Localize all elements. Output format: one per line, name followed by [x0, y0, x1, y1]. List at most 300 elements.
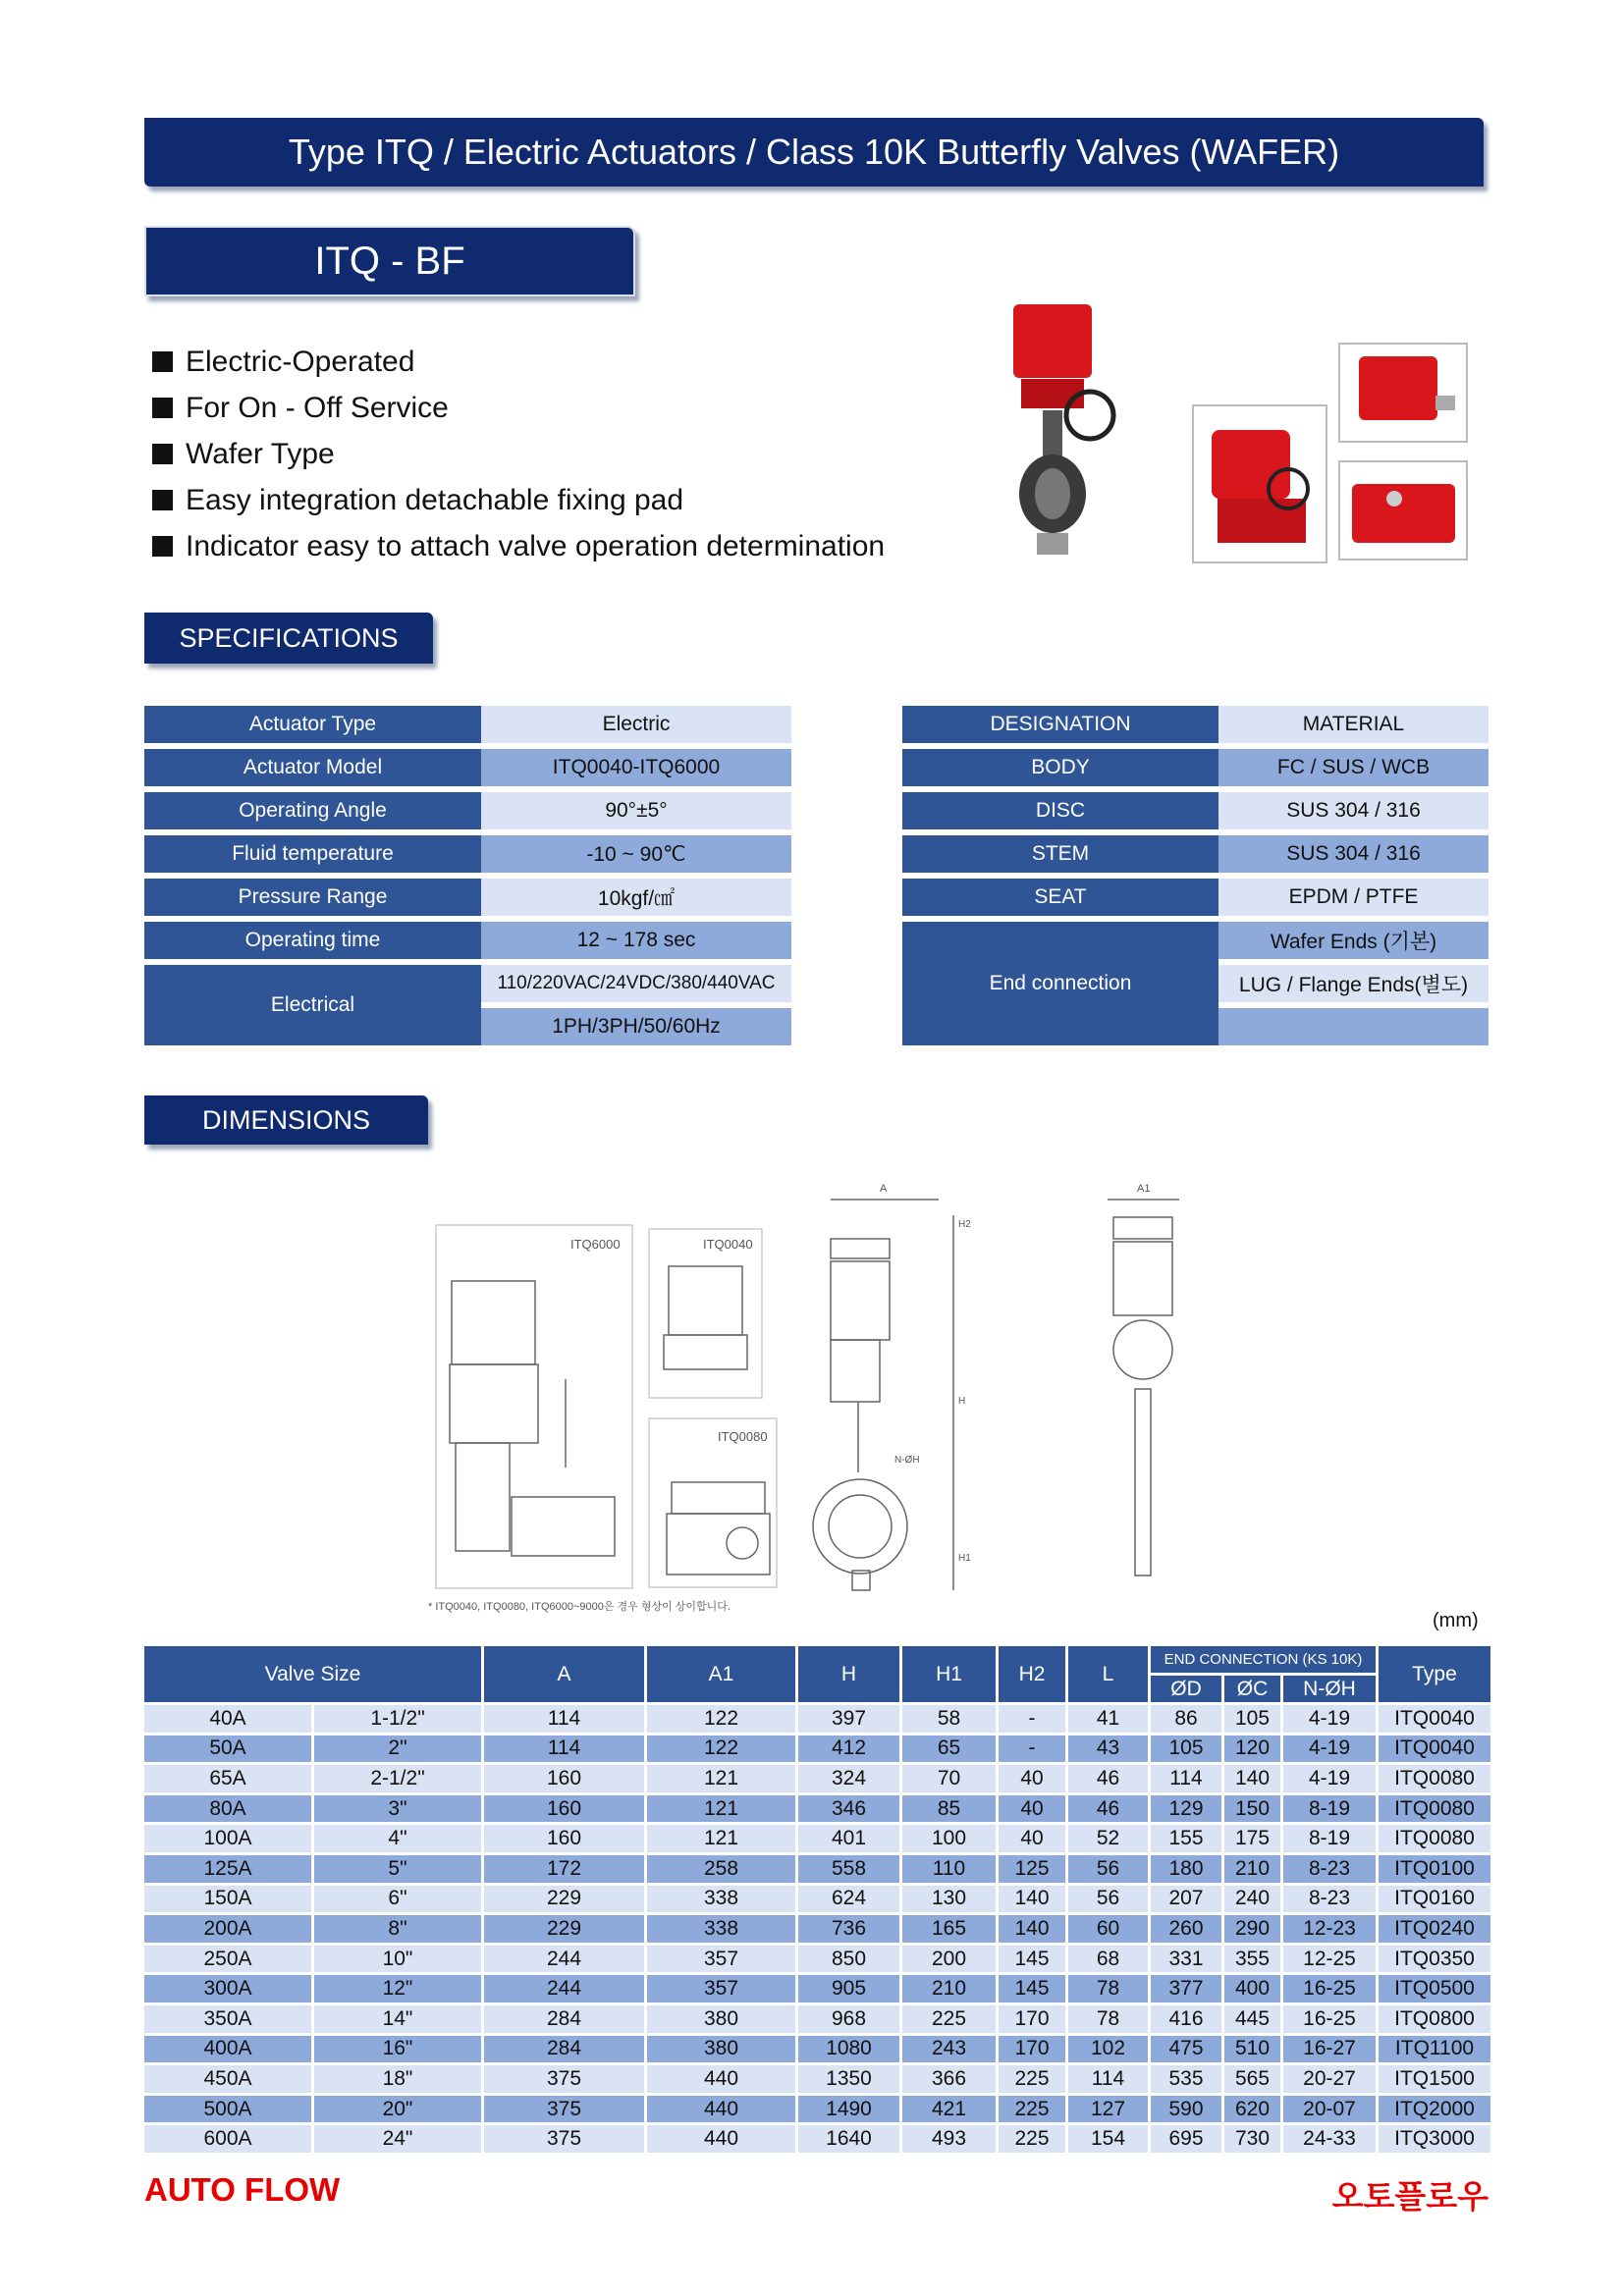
cell-h1: 165 [902, 1915, 996, 1943]
cell-l: 154 [1068, 2125, 1148, 2153]
header-valve-size: Valve Size [144, 1646, 481, 1702]
spec-value: 90°±5° [481, 792, 791, 829]
cell-n-oh: 20-27 [1283, 2065, 1376, 2093]
cell-oc: 510 [1224, 2036, 1280, 2063]
table-row [144, 1975, 1490, 2002]
cell-h: 324 [798, 1765, 899, 1792]
cell-type: ITQ1100 [1379, 2036, 1490, 2063]
table-row [144, 1915, 1490, 1943]
feature-item [152, 477, 885, 523]
dim-label-a: A [880, 1183, 888, 1195]
dim-label-h2: H2 [958, 1219, 971, 1230]
cell-h2: 40 [999, 1795, 1065, 1823]
cell-l: 68 [1068, 1946, 1148, 1973]
cell-l: 46 [1068, 1795, 1148, 1823]
spec-label: Fluid temperature [144, 835, 481, 873]
material-value: LUG / Flange Ends(별도) [1218, 965, 1489, 1002]
cell-h2: 125 [999, 1855, 1065, 1883]
cell-od: 155 [1151, 1825, 1221, 1852]
cell-h2: - [999, 1735, 1065, 1763]
cell-l: 52 [1068, 1825, 1148, 1852]
cell-a: 375 [484, 2065, 644, 2093]
material-value [1218, 1008, 1489, 1045]
table-row [144, 2036, 1490, 2063]
material-value: EPDM / PTFE [1218, 879, 1489, 916]
spec-label: Pressure Range [144, 879, 481, 916]
cell-valve-size-inch: 3" [314, 1795, 481, 1823]
table-row [144, 1886, 1490, 1913]
actuator-photo-2 [1339, 461, 1467, 560]
table-row [144, 2125, 1490, 2153]
page-title: Type ITQ / Electric Actuators / Class 10K Butterfly Valves (WAFER) [288, 132, 1340, 172]
cell-oc: 120 [1224, 1735, 1280, 1763]
cell-a: 375 [484, 2125, 644, 2153]
cell-h1: 65 [902, 1735, 996, 1763]
cell-l: 43 [1068, 1735, 1148, 1763]
unit-label: (mm) [1433, 1610, 1479, 1631]
cell-type: ITQ0040 [1379, 1735, 1490, 1763]
material-row [902, 879, 1489, 916]
cell-a: 160 [484, 1825, 644, 1852]
section-title: DIMENSIONS [201, 1104, 371, 1135]
cell-a1: 121 [647, 1765, 795, 1792]
dim-label-h: H [958, 1396, 966, 1407]
table-row [144, 2065, 1490, 2093]
cell-n-oh: 8-19 [1283, 1825, 1376, 1852]
cell-n-oh: 8-23 [1283, 1855, 1376, 1883]
front-view-group [813, 1183, 971, 1590]
cell-a1: 121 [647, 1825, 795, 1852]
cell-type: ITQ1500 [1379, 2065, 1490, 2093]
cell-valve-size-a: 200A [144, 1915, 311, 1943]
cell-h1: 421 [902, 2096, 996, 2123]
cell-l: 56 [1068, 1855, 1148, 1883]
cell-h2: 170 [999, 2005, 1065, 2033]
table-row [144, 1765, 1490, 1792]
feature-item [152, 339, 885, 385]
designation-label: SEAT [902, 879, 1218, 916]
cell-h: 401 [798, 1825, 899, 1852]
cell-n-oh: 4-19 [1283, 1765, 1376, 1792]
dimensions-tab [144, 1095, 428, 1145]
cell-type: ITQ0800 [1379, 2005, 1490, 2033]
cell-l: 41 [1068, 1705, 1148, 1733]
cell-od: 114 [1151, 1765, 1221, 1792]
table-row [144, 2005, 1490, 2033]
header-n-oh: N-ØH [1283, 1676, 1376, 1702]
cell-type: ITQ3000 [1379, 2125, 1490, 2153]
material-value: FC / SUS / WCB [1218, 749, 1489, 786]
spec-value: Electric [481, 706, 791, 743]
cell-h: 736 [798, 1915, 899, 1943]
feature-list [152, 339, 885, 569]
spec-row [144, 835, 791, 873]
cell-valve-size-a: 125A [144, 1855, 311, 1883]
cell-a: 284 [484, 2036, 644, 2063]
cell-od: 105 [1151, 1735, 1221, 1763]
table-row [144, 1795, 1490, 1823]
cell-oc: 355 [1224, 1946, 1280, 1973]
material-header: MATERIAL [1218, 706, 1489, 743]
spec-row [144, 749, 791, 786]
material-row [902, 792, 1489, 829]
spec-label: Actuator Model [144, 749, 481, 786]
cell-h1: 243 [902, 2036, 996, 2063]
itq6000-drawing [450, 1281, 615, 1556]
spec-value: 110/220VAC/24VDC/380/440VAC [481, 965, 791, 1002]
cell-oc: 445 [1224, 2005, 1280, 2033]
specifications-tab [144, 613, 433, 664]
cell-a: 172 [484, 1855, 644, 1883]
cell-od: 535 [1151, 2065, 1221, 2093]
cell-h: 905 [798, 1975, 899, 2002]
cell-a: 244 [484, 1975, 644, 2002]
cell-od: 260 [1151, 1915, 1221, 1943]
spec-label: Operating Angle [144, 792, 481, 829]
cell-l: 78 [1068, 2005, 1148, 2033]
cell-a1: 357 [647, 1946, 795, 1973]
cell-valve-size-a: 40A [144, 1705, 311, 1733]
feature-item [152, 431, 885, 477]
cell-n-oh: 20-07 [1283, 2096, 1376, 2123]
material-row [902, 706, 1489, 743]
cell-oc: 565 [1224, 2065, 1280, 2093]
cell-h: 346 [798, 1795, 899, 1823]
side-view-drawing [1108, 1200, 1179, 1575]
bullet-square-icon [152, 351, 173, 372]
cell-a1: 338 [647, 1886, 795, 1913]
table-row [144, 1735, 1490, 1763]
cell-a: 114 [484, 1705, 644, 1733]
cell-oc: 290 [1224, 1915, 1280, 1943]
cell-h1: 210 [902, 1975, 996, 2002]
cell-valve-size-a: 250A [144, 1946, 311, 1973]
cell-n-oh: 16-25 [1283, 2005, 1376, 2033]
cell-valve-size-inch: 2" [314, 1735, 481, 1763]
cell-h: 1490 [798, 2096, 899, 2123]
header-oc: ØC [1224, 1676, 1280, 1702]
cell-type: ITQ0500 [1379, 1975, 1490, 2002]
cell-type: ITQ0350 [1379, 1946, 1490, 1973]
specs-table-actuator [144, 700, 791, 1051]
bullet-square-icon [152, 444, 173, 464]
feature-text: Easy integration detachable fixing pad [186, 484, 684, 516]
cell-l: 127 [1068, 2096, 1148, 2123]
cell-valve-size-inch: 24" [314, 2125, 481, 2153]
header-h: H [798, 1646, 899, 1702]
bullet-square-icon [152, 398, 173, 418]
cell-valve-size-inch: 8" [314, 1915, 481, 1943]
cell-oc: 240 [1224, 1886, 1280, 1913]
cell-n-oh: 8-23 [1283, 1886, 1376, 1913]
spec-value: ITQ0040-ITQ6000 [481, 749, 791, 786]
section-title: SPECIFICATIONS [179, 622, 399, 653]
cell-valve-size-a: 600A [144, 2125, 311, 2153]
cell-h2: 225 [999, 2125, 1065, 2153]
front-view-drawing [813, 1200, 953, 1590]
spec-label: Actuator Type [144, 706, 481, 743]
feature-text: Electric-Operated [186, 346, 415, 378]
material-value: SUS 304 / 316 [1218, 792, 1489, 829]
designation-label: BODY [902, 749, 1218, 786]
spec-value: 1PH/3PH/50/60Hz [481, 1008, 791, 1045]
cell-a: 229 [484, 1886, 644, 1913]
header-od: ØD [1151, 1676, 1221, 1702]
brand-en: AUTO FLOW [144, 2171, 341, 2208]
feature-item [152, 523, 885, 569]
cell-h: 968 [798, 2005, 899, 2033]
cell-valve-size-a: 350A [144, 2005, 311, 2033]
cell-h2: 170 [999, 2036, 1065, 2063]
itq0040-drawing [664, 1266, 747, 1369]
header-end-connection: END CONNECTION (KS 10K) [1151, 1646, 1376, 1673]
spec-label: Electrical [144, 965, 481, 1045]
designation-label: STEM [902, 835, 1218, 873]
spec-row [144, 879, 791, 916]
cell-l: 46 [1068, 1765, 1148, 1792]
cell-n-oh: 4-19 [1283, 1705, 1376, 1733]
cell-valve-size-inch: 10" [314, 1946, 481, 1973]
designation-label: End connection [902, 922, 1218, 1045]
cell-h2: 225 [999, 2096, 1065, 2123]
cell-a1: 440 [647, 2125, 795, 2153]
cell-a1: 122 [647, 1735, 795, 1763]
spec-row [144, 706, 791, 743]
cell-h1: 200 [902, 1946, 996, 1973]
cell-od: 331 [1151, 1946, 1221, 1973]
cell-valve-size-inch: 14" [314, 2005, 481, 2033]
cell-l: 60 [1068, 1915, 1148, 1943]
cell-oc: 620 [1224, 2096, 1280, 2123]
cell-oc: 105 [1224, 1705, 1280, 1733]
cell-n-oh: 24-33 [1283, 2125, 1376, 2153]
cell-valve-size-inch: 2-1/2" [314, 1765, 481, 1792]
cell-a1: 258 [647, 1855, 795, 1883]
cell-h2: - [999, 1705, 1065, 1733]
cell-valve-size-a: 65A [144, 1765, 311, 1792]
cell-h1: 70 [902, 1765, 996, 1792]
material-row [902, 922, 1489, 959]
cell-oc: 150 [1224, 1795, 1280, 1823]
cell-h2: 40 [999, 1765, 1065, 1792]
material-value: Wafer Ends (기본) [1218, 922, 1489, 959]
cell-n-oh: 16-27 [1283, 2036, 1376, 2063]
cell-valve-size-a: 450A [144, 2065, 311, 2093]
table-row [144, 1705, 1490, 1733]
feature-text: For On - Off Service [186, 392, 449, 424]
cell-h: 397 [798, 1705, 899, 1733]
cell-h1: 100 [902, 1825, 996, 1852]
material-row [902, 749, 1489, 786]
header-a1: A1 [647, 1646, 795, 1702]
header-a: A [484, 1646, 644, 1702]
actuator-photo-1 [1339, 344, 1467, 442]
header-l: L [1068, 1646, 1148, 1702]
cell-l: 78 [1068, 1975, 1148, 2002]
feature-text: Indicator easy to attach valve operation determination [186, 530, 886, 562]
cell-a1: 440 [647, 2096, 795, 2123]
spec-value: -10 ~ 90℃ [481, 835, 791, 873]
cell-a1: 122 [647, 1705, 795, 1733]
cell-h2: 140 [999, 1886, 1065, 1913]
cell-a1: 357 [647, 1975, 795, 2002]
cell-h: 1350 [798, 2065, 899, 2093]
cell-a1: 440 [647, 2065, 795, 2093]
cell-h2: 140 [999, 1915, 1065, 1943]
cell-valve-size-a: 150A [144, 1886, 311, 1913]
model-name: ITQ - BF [314, 239, 465, 283]
cell-od: 377 [1151, 1975, 1221, 2002]
cell-type: ITQ0080 [1379, 1765, 1490, 1792]
cell-h2: 145 [999, 1946, 1065, 1973]
cell-valve-size-inch: 18" [314, 2065, 481, 2093]
cell-h: 850 [798, 1946, 899, 1973]
cell-h: 1080 [798, 2036, 899, 2063]
cell-od: 86 [1151, 1705, 1221, 1733]
cell-od: 129 [1151, 1795, 1221, 1823]
cell-h2: 225 [999, 2065, 1065, 2093]
designation-header: DESIGNATION [902, 706, 1218, 743]
spec-label: Operating time [144, 922, 481, 959]
cell-h1: 225 [902, 2005, 996, 2033]
cell-n-oh: 12-25 [1283, 1946, 1376, 1973]
drawing-label-itq6000: ITQ6000 [570, 1237, 621, 1252]
cell-od: 475 [1151, 2036, 1221, 2063]
dimension-drawings [428, 1178, 1243, 1629]
cell-valve-size-a: 80A [144, 1795, 311, 1823]
bullet-square-icon [152, 536, 173, 557]
cell-valve-size-inch: 5" [314, 1855, 481, 1883]
cell-type: ITQ0040 [1379, 1705, 1490, 1733]
brand-ko: 오토플로우 [1331, 2178, 1489, 2215]
feature-item [152, 385, 885, 431]
cell-h1: 366 [902, 2065, 996, 2093]
dimensions-table [141, 1643, 1493, 2156]
feature-text: Wafer Type [186, 438, 335, 470]
dim-label-h1: H1 [958, 1553, 971, 1564]
valve-assembly-photo [1013, 304, 1113, 555]
cell-valve-size-a: 300A [144, 1975, 311, 2002]
cell-h2: 145 [999, 1975, 1065, 2002]
material-value: SUS 304 / 316 [1218, 835, 1489, 873]
cell-od: 207 [1151, 1886, 1221, 1913]
cell-n-oh: 4-19 [1283, 1735, 1376, 1763]
cell-n-oh: 12-23 [1283, 1915, 1376, 1943]
cell-h1: 85 [902, 1795, 996, 1823]
cell-type: ITQ0100 [1379, 1855, 1490, 1883]
cell-a1: 121 [647, 1795, 795, 1823]
cell-valve-size-a: 500A [144, 2096, 311, 2123]
cell-l: 56 [1068, 1886, 1148, 1913]
bullet-square-icon [152, 490, 173, 510]
cell-type: ITQ0160 [1379, 1886, 1490, 1913]
cell-valve-size-a: 100A [144, 1825, 311, 1852]
material-row [902, 835, 1489, 873]
cell-oc: 730 [1224, 2125, 1280, 2153]
cell-a1: 380 [647, 2036, 795, 2063]
cell-h1: 130 [902, 1886, 996, 1913]
cell-a: 160 [484, 1765, 644, 1792]
drawing-label-itq0080: ITQ0080 [718, 1429, 768, 1444]
dim-label-nh: N-ØH [894, 1455, 920, 1466]
cell-type: ITQ2000 [1379, 2096, 1490, 2123]
side-view-group [1108, 1183, 1179, 1575]
cell-a: 229 [484, 1915, 644, 1943]
cell-type: ITQ0240 [1379, 1915, 1490, 1943]
cell-a: 244 [484, 1946, 644, 1973]
cell-type: ITQ0080 [1379, 1825, 1490, 1852]
drawing-label-itq0040: ITQ0040 [703, 1237, 753, 1252]
specs-table-material [902, 700, 1489, 1051]
spec-row [144, 965, 791, 1002]
cell-h: 558 [798, 1855, 899, 1883]
cell-h: 1640 [798, 2125, 899, 2153]
table-row [144, 1946, 1490, 1973]
cell-od: 180 [1151, 1855, 1221, 1883]
cell-a: 375 [484, 2096, 644, 2123]
cell-a: 160 [484, 1795, 644, 1823]
table-row [144, 2096, 1490, 2123]
cell-valve-size-inch: 16" [314, 2036, 481, 2063]
page-title-banner [144, 118, 1484, 187]
spec-value: 12 ~ 178 sec [481, 922, 791, 959]
cell-valve-size-inch: 12" [314, 1975, 481, 2002]
cell-valve-size-inch: 1-1/2" [314, 1705, 481, 1733]
cell-h1: 110 [902, 1855, 996, 1883]
cell-a1: 380 [647, 2005, 795, 2033]
cell-n-oh: 16-25 [1283, 1975, 1376, 2002]
cell-h1: 493 [902, 2125, 996, 2153]
itq0080-drawing [667, 1482, 770, 1575]
cell-a1: 338 [647, 1915, 795, 1943]
cell-a: 284 [484, 2005, 644, 2033]
cell-h: 624 [798, 1886, 899, 1913]
cell-l: 102 [1068, 2036, 1148, 2063]
cell-valve-size-a: 50A [144, 1735, 311, 1763]
cell-valve-size-a: 400A [144, 2036, 311, 2063]
cell-valve-size-inch: 6" [314, 1886, 481, 1913]
cell-type: ITQ0080 [1379, 1795, 1490, 1823]
header-h2: H2 [999, 1646, 1065, 1702]
cell-od: 695 [1151, 2125, 1221, 2153]
drawing-note: * ITQ0040, ITQ0080, ITQ6000~9000은 경우 형상이 상이합니다. [428, 1601, 731, 1613]
designation-label: DISC [902, 792, 1218, 829]
cell-h1: 58 [902, 1705, 996, 1733]
cell-valve-size-inch: 20" [314, 2096, 481, 2123]
cell-a: 114 [484, 1735, 644, 1763]
cell-oc: 175 [1224, 1825, 1280, 1852]
cell-h2: 40 [999, 1825, 1065, 1852]
cell-valve-size-inch: 4" [314, 1825, 481, 1852]
spec-row [144, 792, 791, 829]
table-row [144, 1825, 1490, 1852]
actuator-handwheel-photo [1193, 405, 1326, 562]
cell-oc: 210 [1224, 1855, 1280, 1883]
cell-od: 590 [1151, 2096, 1221, 2123]
cell-oc: 400 [1224, 1975, 1280, 2002]
product-photos [1003, 302, 1479, 569]
cell-h: 412 [798, 1735, 899, 1763]
spec-row [144, 922, 791, 959]
spec-value: 10kgf/㎠ [481, 879, 791, 916]
header-h1: H1 [902, 1646, 996, 1702]
cell-n-oh: 8-19 [1283, 1795, 1376, 1823]
dim-label-a1: A1 [1137, 1183, 1151, 1195]
cell-od: 416 [1151, 2005, 1221, 2033]
table-row [144, 1855, 1490, 1883]
model-title [144, 226, 635, 296]
cell-l: 114 [1068, 2065, 1148, 2093]
